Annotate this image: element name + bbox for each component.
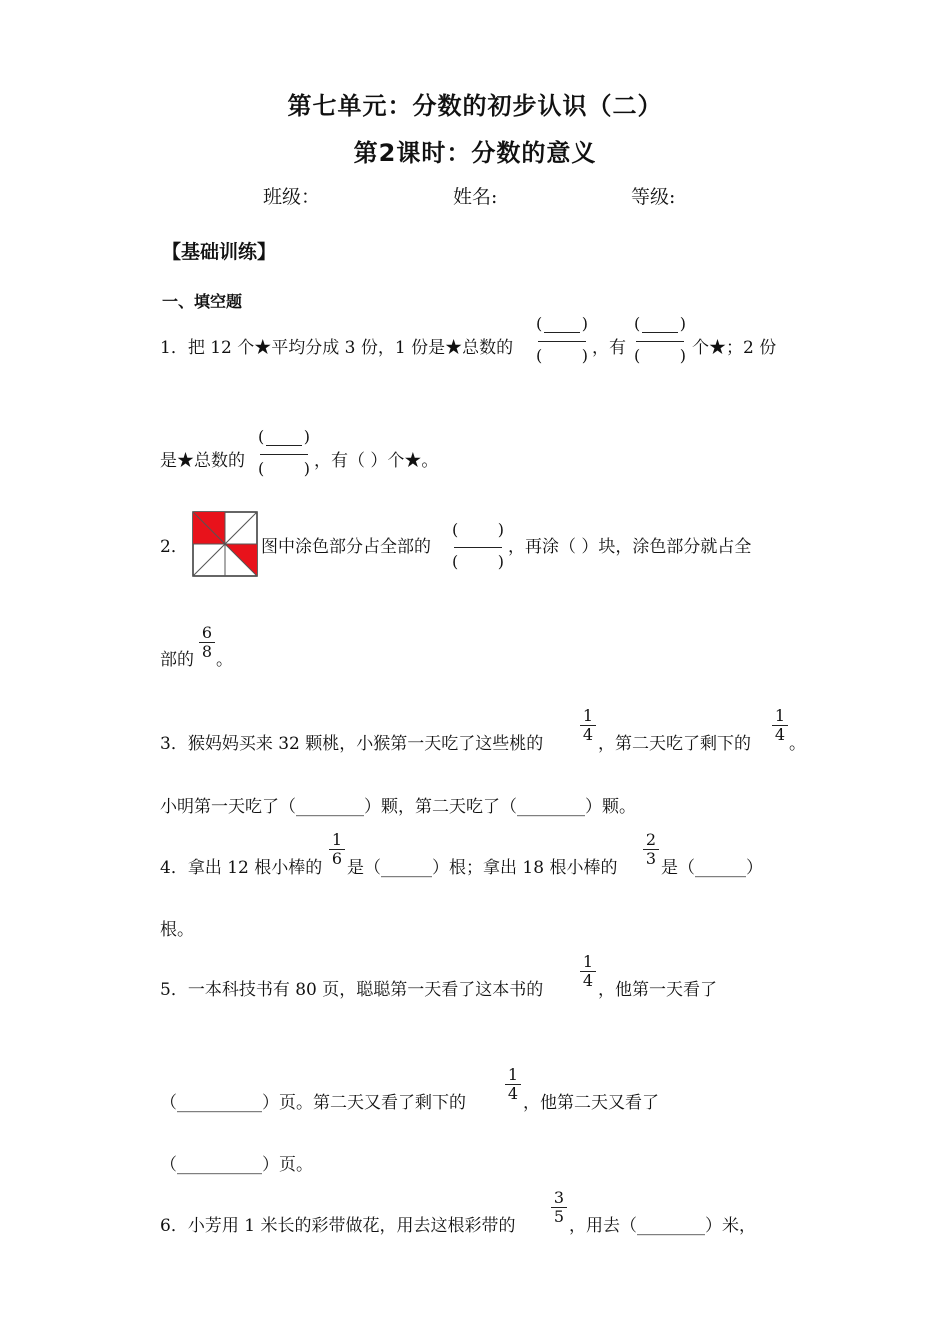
paren: ) [581,346,588,365]
blank-line [266,445,302,446]
numerator: 1 [582,952,594,971]
q5-text-b: ，他第一天看了 [598,980,717,1000]
denominator: 5 [553,1207,565,1226]
q4-text-b: 是（______）根；拿出 18 根小棒的 [347,858,618,878]
blank-line [642,332,678,333]
q5-text-c: （__________）页。第二天又看了剩下的 [160,1093,466,1113]
fraction-bar [454,547,502,548]
q2-fraction [198,624,216,661]
q3-text-c: 小明第一天吃了（________）颗，第二天吃了（________）颗。 [160,797,636,817]
q5-fraction-2 [504,1066,522,1103]
paren: ( [634,346,641,365]
numerator: 6 [201,623,213,642]
numerator: 1 [774,706,786,725]
paren: ) [497,520,504,539]
q2-text-a: 图中涂色部分占全部的 [261,537,431,557]
denominator: 4 [582,725,594,744]
q3-text-b: ，第二天吃了剩下的 [598,734,751,754]
q3-text-a: 3．猴妈妈买来 32 颗桃，小猴第一天吃了这些桃的 [160,734,544,754]
paren: ( [258,459,265,478]
denominator: 4 [507,1084,519,1103]
grade-label: 等级: [631,186,676,208]
paren: ) [497,552,504,571]
denominator: 8 [201,642,213,661]
q1-blank-fraction-3[interactable] [258,427,310,483]
q6-fraction-1 [550,1189,568,1226]
q4-text-d: 根。 [160,920,194,940]
denominator: 4 [582,971,594,990]
denominator: 3 [645,849,657,868]
q1-blank-fraction-2[interactable] [634,314,686,370]
q5-text-a: 5．一本科技书有 80 页，聪聪第一天看了这本书的 [160,980,544,1000]
q4-fraction-2 [642,831,660,868]
class-label: 班级： [263,186,321,208]
paren: ( [536,346,543,365]
numerator: 2 [645,830,657,849]
numerator: 1 [331,830,343,849]
q6-text-a: 6．小芳用 1 米长的彩带做花，用去这根彩带的 [160,1216,516,1236]
q1-text-e: ，有（ ）个★。 [314,451,439,471]
q4-text-a: 4．拿出 12 根小棒的 [160,858,323,878]
section-heading: 【基础训练】 [162,241,277,263]
q3-fraction-2 [771,707,789,744]
paren: ) [303,427,310,446]
q5-text-d: ，他第二天又看了 [523,1093,659,1113]
q1-blank-fraction-1[interactable] [536,314,588,370]
q2-blank-fraction[interactable] [452,520,504,576]
q3-fraction-1 [579,707,597,744]
paren: ( [634,314,641,333]
fraction-bar [538,341,586,342]
q2-text-c: 部的 [160,650,194,670]
numerator: 1 [582,706,594,725]
paren: ) [303,459,310,478]
numerator: 3 [553,1188,565,1207]
q1-text-b: ，有 [592,338,626,358]
paren: ) [679,314,686,333]
denominator: 6 [331,849,343,868]
fraction-bar [260,454,308,455]
q2-text-c-end: 。 [216,650,233,670]
q4-text-c: 是（______） [661,858,763,878]
q5-fraction-1 [579,953,597,990]
fraction-bar [636,341,684,342]
page-subtitle: 第2课时：分数的意义 [353,139,597,167]
blank-line [544,332,580,333]
q1-text-d: 是★总数的 [160,451,245,471]
q1-text-a: 1．把 12 个★平均分成 3 份，1 份是★总数的 [160,338,514,358]
q1-text-c: 个★；2 份 [692,338,777,358]
name-label: 姓名: [453,186,498,208]
paren: ) [679,346,686,365]
q2-number: 2． [160,537,188,557]
numerator: 1 [507,1065,519,1084]
paren: ) [581,314,588,333]
paren: ( [452,552,459,571]
q6-text-b: ，用去（________）米， [569,1216,756,1236]
denominator: 4 [774,725,786,744]
q2-figure [192,511,258,577]
paren: ( [258,427,265,446]
paren: ( [452,520,459,539]
q5-text-e: （__________）页。 [160,1155,313,1175]
q3-text-b-end: 。 [789,734,806,754]
paren: ( [536,314,543,333]
q4-fraction-1 [328,831,346,868]
q2-text-b: ，再涂（ ）块，涂色部分就占全 [508,537,752,557]
part-heading: 一、填空题 [162,292,243,311]
page-title: 第七单元：分数的初步认识（二） [287,92,663,120]
